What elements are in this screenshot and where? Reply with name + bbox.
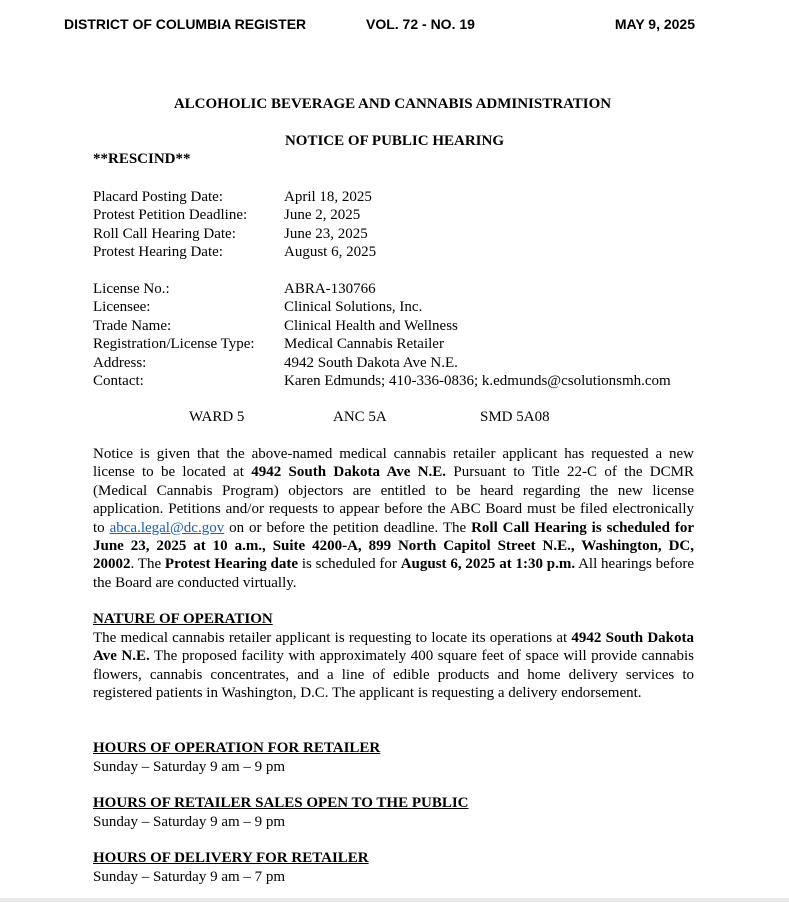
email-link[interactable]: abca.legal@dc.gov <box>109 519 225 536</box>
date-value: June 23, 2025 <box>284 225 368 242</box>
nature-text: The proposed facility with approximately 400 square feet of space will provide cannabis flowers, cannabis concentrates, and a line of edible products and home delivery services to registered patients in Washington, D.C. The applicant is requesting a delivery endorsement. <box>93 648 695 702</box>
notice-title: NOTICE OF PUBLIC HEARING <box>284 133 505 149</box>
date-label: Placard Posting Date: <box>93 189 223 205</box>
nature-paragraph <box>93 629 694 703</box>
hours-operation-value: Sunday – Saturday 9 am – 9 pm <box>93 759 286 775</box>
nature-text: The medical cannabis retailer applicant is requesting to locate its operations at <box>93 630 572 646</box>
notice-text: Notice is given that the above-named medical cannabis retailer applicant has requested a new license to be located at <box>93 446 694 481</box>
protest-hearing-date: August 6, 2025 at 1:30 p.m. <box>400 556 576 573</box>
register-date: MAY 9, 2025 <box>614 16 695 32</box>
license-label: Contact: <box>93 372 144 389</box>
license-value: ABRA-130766 <box>284 281 376 297</box>
register-header <box>64 16 695 36</box>
register-name: DISTRICT OF COLUMBIA REGISTER <box>64 16 307 32</box>
license-value: 4942 South Dakota Ave N.E. <box>284 354 458 371</box>
notice-text: . The <box>130 556 165 573</box>
date-value: August 6, 2025 <box>284 244 377 261</box>
license-label: Trade Name: <box>93 317 172 334</box>
date-value: June 2, 2025 <box>284 207 361 224</box>
page-bottom-edge <box>0 898 789 902</box>
license-label: Licensee: <box>93 299 151 316</box>
hours-sales-value: Sunday – Saturday 9 am – 9 pm <box>93 814 286 830</box>
notice-text: on or before the petition deadline. The <box>224 519 472 536</box>
smd-label: SMD 5A08 <box>480 409 550 425</box>
notice-text: Pursuant to Title 22-C of the DCMR (Medical Cannabis Program) objectors are entitled to be heard regarding the new license application. Petitions and/or requests to appear before the ABC Board must be filed electronically to <box>93 464 694 536</box>
date-label: Protest Hearing Date: <box>93 244 223 261</box>
license-value: Medical Cannabis Retailer <box>284 336 444 353</box>
ward-label: WARD 5 <box>189 409 245 425</box>
rescind-label: **RESCIND** <box>93 151 191 167</box>
license-value: Clinical Health and Wellness <box>284 317 458 334</box>
hours-delivery-heading: HOURS OF DELIVERY FOR RETAILER <box>93 850 369 866</box>
notice-text: is scheduled for <box>298 556 401 573</box>
anc-label: ANC 5A <box>333 409 387 425</box>
protest-hearing-label: Protest Hearing date <box>164 556 299 573</box>
nature-of-operation-heading: NATURE OF OPERATION <box>93 611 273 627</box>
notice-text: All hearings before the Board are conducted virtually. <box>93 556 694 591</box>
roll-call-hearing-text: Roll Call Hearing is scheduled for June 23, 2025 at 10 a.m., Suite 4200-A, 899 North Capitol Street N.E., Washington, DC, 20002 <box>93 519 695 573</box>
hours-sales-heading: HOURS OF RETAILER SALES OPEN TO THE PUBLIC <box>93 795 469 811</box>
hours-operation-heading: HOURS OF OPERATION FOR RETAILER <box>93 740 381 756</box>
license-value: Karen Edmunds; 410-336-0836; k.edmunds@csolutionsmh.com <box>284 372 671 389</box>
license-value: Clinical Solutions, Inc. <box>284 299 423 316</box>
agency-title: ALCOHOLIC BEVERAGE AND CANNABIS ADMINISTRATION <box>173 96 612 112</box>
license-label: Registration/License Type: <box>93 336 255 353</box>
hours-delivery-value: Sunday – Saturday 9 am – 7 pm <box>93 869 286 885</box>
register-volume: VOL. 72 - NO. 19 <box>366 16 475 32</box>
date-value: April 18, 2025 <box>284 189 372 205</box>
date-label: Roll Call Hearing Date: <box>93 225 236 242</box>
notice-paragraph <box>93 445 694 592</box>
notice-address: 4942 South Dakota Ave N.E. <box>251 464 447 481</box>
nature-address: 4942 South Dakota Ave N.E. <box>93 630 694 665</box>
date-label: Protest Petition Deadline: <box>93 207 248 224</box>
license-label: License No.: <box>93 281 170 297</box>
license-label: Address: <box>93 354 147 371</box>
